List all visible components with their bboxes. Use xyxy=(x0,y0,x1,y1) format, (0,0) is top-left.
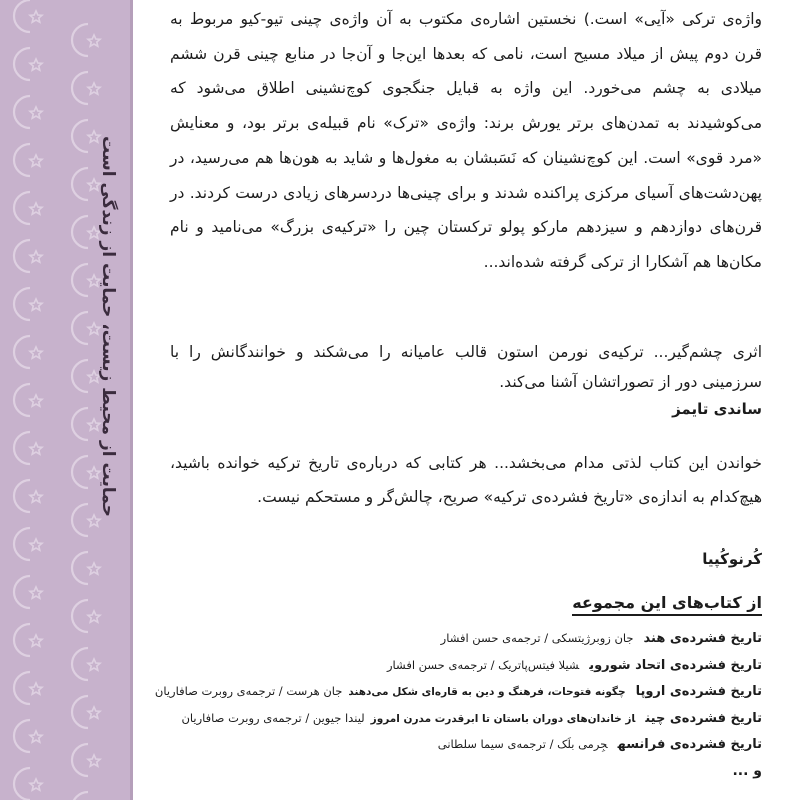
book-author: جان زوبرژیتسکی / ترجمه‌ی حسن افشار xyxy=(440,631,634,645)
crescent-star-icon xyxy=(62,738,106,782)
crescent-star-icon xyxy=(62,786,106,800)
crescent-star-icon xyxy=(62,114,106,158)
crescent-star-icon xyxy=(4,570,48,614)
crescent-star-icon xyxy=(62,306,106,350)
crescent-star-icon xyxy=(4,330,48,374)
crescent-star-icon xyxy=(4,426,48,470)
crescent-star-icon xyxy=(4,0,48,38)
crescent-star-icon xyxy=(62,450,106,494)
book-author: لیندا جیوین / ترجمه‌ی روبرت صافاریان xyxy=(181,710,365,725)
list-item xyxy=(170,731,762,758)
spine-slogan: حمایت از محیط زیست، حمایت از زندگی است xyxy=(98,136,118,517)
crescent-star-icon xyxy=(62,546,106,590)
crescent-star-icon xyxy=(4,378,48,422)
list-item xyxy=(170,652,762,679)
book-title: تاریخ فشرده‌ی چین xyxy=(645,710,762,726)
decorative-side-strip xyxy=(0,0,130,800)
crescent-star-icon xyxy=(4,762,48,800)
book-author: جان هرست / ترجمه‌ی روبرت صافاریان xyxy=(154,684,343,698)
book-title: تاریخ فشرده‌ی اتحاد شوروی xyxy=(589,657,762,673)
series-more: و ... xyxy=(732,763,762,779)
crescent-star-icon xyxy=(4,234,48,278)
crescent-star-icon xyxy=(4,90,48,134)
crescent-star-icon xyxy=(62,66,106,110)
crescent-star-icon xyxy=(4,138,48,182)
book-author: شیلا فیتس‌پاتریک / ترجمه‌ی حسن افشار xyxy=(387,657,580,672)
crescent-star-icon xyxy=(62,162,106,206)
crescent-star-icon xyxy=(4,42,48,86)
crescent-star-icon xyxy=(4,618,48,662)
list-item xyxy=(170,705,762,732)
book-subtitle: از خاندان‌های دوران باستان تا ابرقدرت مدرن امروز xyxy=(370,712,636,725)
book-title: تاریخ فشرده‌ی هند xyxy=(643,631,762,646)
crescent-star-icon xyxy=(62,594,106,638)
review-quote-2: خواندن این کتاب لذتی مدام می‌بخشد... هر کتابی که درباره‌ی تاریخ ترکیه خوانده باشید، هیچ‌کدام به اندازه‌ی «تاریخ فشرده‌ی ترکیه» صریح، چالش‌گر و مستحکم نیست. xyxy=(170,454,762,506)
crescent-star-icon xyxy=(4,666,48,710)
crescent-star-icon xyxy=(62,642,106,686)
book-title: تاریخ فشرده‌ی اروپا xyxy=(635,684,762,699)
list-item xyxy=(170,625,762,652)
crescent-star-icon xyxy=(4,714,48,758)
strip-divider xyxy=(130,0,133,800)
review-source-1: ساندی تایمز xyxy=(672,400,762,418)
book-author: جِرمی بلَک / ترجمه‌ی سیما سلطانی xyxy=(437,737,608,751)
book-subtitle: چگونه فتوحات، فرهنگ و دین به قاره‌ای شکل می‌دهند xyxy=(348,686,626,698)
crescent-star-icon xyxy=(62,690,106,734)
crescent-star-icon xyxy=(62,354,106,398)
review-source-2: کُرنوکُپیا xyxy=(702,550,762,568)
crescent-star-icon xyxy=(4,186,48,230)
series-heading: از کتاب‌های این مجموعه xyxy=(572,593,762,616)
crescent-star-icon xyxy=(62,402,106,446)
excerpt-paragraph: واژه‌ی ترکی «آیی» است.) نخستین اشاره‌ی مکتوب به آن واژه‌ی چینی تیو-کیو مربوط به قرن دوم پیش از میلاد مسیح است، نامی که بعدها این‌جا و آن‌جا در منابع چینی قرن ششم میلادی به چشم می‌خورد. این واژه به قبایل جنگجوی کوچ‌نشینی اطلاق می‌شود که می‌کوشیدند به تمدن‌های برتر یورش برند: واژه‌ی «ترک» نام قبیله‌ی برتر بود، و معنایش «مرد قوی» است. این کوچ‌نشینان که نَسَبشان به مغول‌ها و شاید به هون‌ها هم می‌رسید، در پهن‌دشت‌های آسیای مرکزی پراکنده شدند و برای چینی‌ها دردسرهای زیادی درست کردند. در قرن‌های دوازدهم و سیزدهم مارکو پولو ترکستان چین را «ترکیه‌ی بزرگ» می‌نامید و نام مکان‌ها هم آشکارا از ترکی گرفته شده‌اند... xyxy=(170,10,762,271)
crescent-star-icon xyxy=(4,474,48,518)
crescent-star-icon xyxy=(62,210,106,254)
crescent-star-icon xyxy=(62,258,106,302)
crescent-star-icon xyxy=(4,282,48,326)
crescent-star-icon xyxy=(4,522,48,566)
review-quote-1: اثری چشم‌گیر... ترکیه‌ی نورمن استون قالب عامیانه را می‌شکند و خوانندگانش را با سرزمینی دور از تصوراتشان آشنا می‌کند. xyxy=(170,343,762,391)
list-item xyxy=(154,678,762,705)
crescent-star-icon xyxy=(62,18,106,62)
book-title: تاریخ فشرده‌ی فرانسه xyxy=(617,737,762,752)
series-book-list xyxy=(154,625,762,758)
back-cover-text xyxy=(154,0,762,800)
crescent-star-icon xyxy=(62,498,106,542)
